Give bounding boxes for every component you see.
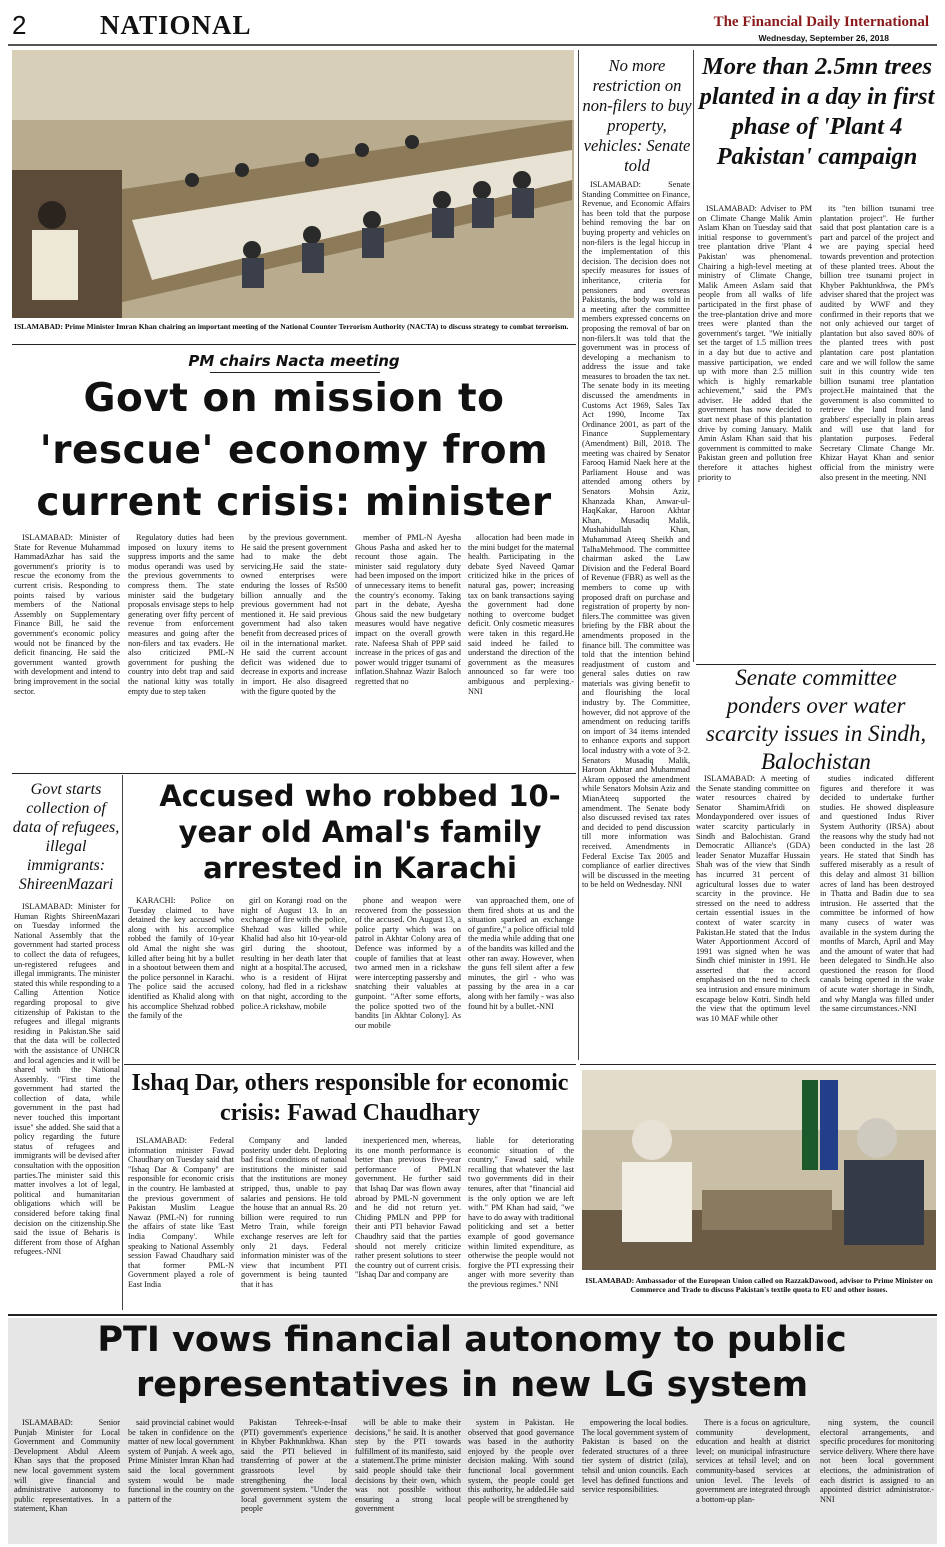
nacta-col-3: by the previous government. He said the present government had to make the debt servicing.He said the state-owned enterprises were enduring the losses of Rs500 billion annually and the previous government had not mentioned it. He said previous government had also taken benefit from decreased prices of oil in the international market. He said the current account deficit was widened due to decrease in exports and increase in import. He also disagreed with the figure quoted by the (241, 533, 347, 696)
nacta-col-4: member of PML-N Ayesha Ghous Pasha and asked her to recount those again. The minister said regulatory duty had been imposed on the import of unnecessary items to benefit the country's economy. Taking part in the debate, Ayesha Ghous said the new budgetary measures would have negative impact on the overall growth rate. Nafeesa Shah of PPP said increase in the prices of gas and power would trigger tsunami of inflation.Shahnaz Wazir Baloch regretted that no (355, 533, 461, 686)
nacta-meeting-photo (12, 50, 574, 318)
masthead-rule (8, 44, 937, 46)
column-rule (122, 775, 123, 1310)
meeting-photo-image (582, 1070, 936, 1270)
eu-ambassador-photo (582, 1070, 936, 1270)
nacta-photo-caption: ISLAMABAD: Prime Minister Imran Khan chairing an important meeting of the National Counter Terrorism Authority (NACTA) to discuss strategy to combat terrorism. (14, 322, 569, 331)
nacta-col-5: allocation had been made in the mini budget for the maternal health. Participating in the debate Syed Naveed Qamar criticized hike in the prices of natural gas, power; increasing tax on bank transactions saying the government had done nothing to overcome budget deficit. Only cosmetic measures were taken in this regard.He said indeed he failed to understand the direction of the government as the measures announced so far were too ambiguous and perplexing.-NNI (468, 533, 574, 696)
lg-col-2: said provincial cabinet would be taken in confidence on the matter of new local government system of Punjab. A week ago, Prime Minister Imran Khan had said the local government system would be made functional in the country on the pattern of the (128, 1418, 234, 1504)
fawad-headline: Ishaq Dar, others responsible for economic crisis: Fawad Chaudhary (131, 1070, 569, 1126)
amal-col-3: phone and weapon were recovered from the possession of the accused. On August 13, a police party which was on patrol in Akhtar Colony area of Defence was informed by a couple of families that at least two armed men in a rickshaw were intercepting passersby and snatching their valuables at gunpoint. "After some efforts, the police spotted two of the bandits [in Akhtar Colony]. As our mobile (355, 896, 461, 1030)
meeting-room-image (12, 50, 574, 318)
nacta-col-2: Regulatory duties had been imposed on luxury items to suppress imports and the same modus operandi was used by the previous governments to compress them. The state minister said the budgetary proposals envisage steps to help generating over fifty percent of revenue from enforcement measures and going after the non-filers and tax evaders. He also criticized PML-N government for pushing the country into debt trap and said the national kitty was totally empty due to step taken (128, 533, 234, 696)
fawad-col-1: ISLAMABAD: Federal information minister Fawad Chaudhary on Tuesday said that "Ishaq Dar & Company" are responsible for economic crisis in the country. He lambasted at the previous government of Pakistan Muslim League Nawaz (PML-N) for running the affairs of state like 'East India Company'. While speaking to National Assembly session Fawad Chaudhary said that former PML-N Government played a role of East India (128, 1136, 234, 1289)
lg-col-7: There is a focus on agriculture, community development, education and health at district level; on municipal infrastructure services at tehsil level; and on community-based services at union level. The levels of government are integrated through a bottom-up plan- (696, 1418, 810, 1504)
lg-col-1: ISLAMABAD: Senior Punjab Minister for Local Government and Community Development Abdul Aleem Khan says that the proposed new local government system will give financial and administrative autonomy to public representatives. In a statement, Khan (14, 1418, 120, 1514)
lg-col-5: system in Pakistan. He observed that good governance was based in the authority enjoyed by the people over decision making. With sound functional local government system, the people could get this authority, he added.He said people will be strengthened by (468, 1418, 574, 1504)
eu-photo-caption: ISLAMABAD: Ambassador of the European Union called on RazzakDawood, advisor to Prime Minister on Commerce and Trade to discuss Pakistan's textile quota to EU and other issues. (585, 1276, 933, 1294)
water-col-2: studies indicated different figures and therefore it was decided to undertake further studies. He showed displeasure and questioned Indus River System Authority (IRSA) about the reasons why the study had not been conducted in the last 28 years. He stated that Sindh has suffered miserably as a result of this delay and almost 31 billion acres of land has been destroyed in Thatta and Badin due to sea intrusion. He asserted that the committee be informed of how many cusecs of water was available in the system during the months of March, April and May and the amount of water that had been delegated to Sindh.He also questioned the reason for flood canals being opened in the wake of acute water shortage in Sindh, and why Mangla was filled under the same circumstances.-NNI (820, 774, 934, 1014)
amal-headline: Accused who robbed 10-year old Amal's family arrested in Karachi (159, 779, 561, 885)
paper-name: The Financial Daily International (713, 14, 929, 30)
trees-col-2: its "ten billion tsunami tree plantation project". He further said that post plantation care is a part and parcel of the project and we are paying special heed towards prevention and protection of these planted trees. About the billion tree tsunami project in Khyber Pakhtunkhwa, the PM's adviser shared that the project was audited by WWF and they confirmed in their reports that we not only achieved our target of plantation but also saved 80% of the planted trees with post plantation care post plantation care and we will follow the same suit in this country wide ten billion tsunami tree plantation project.He maintained that the government is also committed to retrieve the land from land grabbers' especially in plain areas and will use that land for plantation purposes. Federal Secretary Climate Change Mr. Khizar Hayat Khan and senior official from the ministry were also present in the meeting. NNI (820, 204, 934, 482)
refugees-headline (12, 780, 120, 894)
page-number: 2 (12, 10, 27, 40)
section-name: NATIONAL (100, 10, 252, 40)
rule (8, 1314, 937, 1316)
water-col-1: ISLAMABAD: A meeting of the Senate standing committee on water resources chaired by Senator ShamimAfridi on Mondaypondered over issues of water scarcity particularly in Sindh and Balochistan. Grand Democratic Alliance's (GDA) leader Senator Muzaffar Hussain Shah was of the view that Sindh has incurred 31 percent of agricultural losses due to water scarcity in the province. He stressed on the need to address certain essential issues in the context of water scarcity in Pakistan.He stated that the Indus Water Apportionment Accord of 1991 was signed when he was Sindh chief minister in 1991. He asserted that the accord emphasised on the need to check sea intrusion and ensure minimum escapage below Kotri. Sindh held the view that the optimum level was 10 MAF while other (696, 774, 810, 1023)
fawad-col-4: liable for deteriorating economic situation of the country," Fawad said, while recalling that whatever the last two governments did in their tenures, after that "financial aid is the only option we are left with." PM Khan had said, "we have to do away with traditional politicking and set a better example of good governance within limited expenditure, as otherwise the people would not forgive the PTI expressing their anger with more severity than the previous regimes." NNI (468, 1136, 574, 1289)
lg-col-8: ning system, the council electoral arrangements, and specific procedures for monitoring service delivery. Where there have not been local government elections, the administration of each district is assigned to an appointed district administrator.-NNI (820, 1418, 934, 1504)
rule (580, 1064, 936, 1065)
rule (124, 1064, 576, 1065)
lg-col-3: Pakistan Tehreek-e-Insaf (PTI) government's experience in Khyber Pakhtunkhwa. Khan said the PTI believed in transferring of power at the grassroots level by strengthening the local government system. "Under the local government system the people (241, 1418, 347, 1514)
issue-date: Wednesday, September 26, 2018 (758, 33, 889, 43)
lg-col-4: will be able to make their decisions," he said. It is another step by the PTI towards fulfillment of its manifesto, said a statement.The prime minister said people should take their decisions by their own, which was not possible without ensuring a strong local government (355, 1418, 461, 1514)
water-headline: Senate committee ponders over water scarcity issues in Sindh, Balochistan (705, 665, 927, 774)
nacta-headline: Govt on mission to 'rescue' economy from current crisis: minister (36, 376, 552, 525)
rule (12, 773, 576, 774)
amal-col-4: van approached them, one of them fired shots at us and the situation sparked an exchange of gunfire," a police official told the media while adding that one of the bandits was killed and the other ran away. However, when the guns fell silent after a few minutes, the girl - who was passing by the area in a car along with her family - was also found hit by a bullet.-NNI (468, 896, 574, 1011)
refugees-byline: ShireenMazari (18, 876, 114, 893)
column-rule (693, 50, 694, 662)
refugees-text: ISLAMABAD: Minister for Human Rights ShireenMazari on Tuesday informed the National Assembly that the government had started process to collect the data of refugees, un-registered refugees and illegal immigrants. The minister stated this while responding to a Calling Attention Notice regarding proposal to give citizenship of Pakistan to the refugees and illegal migrants residing in Pakistan.She said that the data will be collected with the assistance of UNHCR and local agencies and it will be shared with the National Assembly. "First time the government had started the collection of data, while government in the past had never touched this important issue" she added. She said that a policy regarding the future status of refugees and immigrants will be devised after consultation with the opposition parties.The minister said this matter involves a lot of legal, political and humanitarian obligations which will be considered before taking final decision on the citizenship.She said the issue of Beharis is different from those of Afghan refugees.-NNI (14, 902, 120, 1257)
column-rule (578, 50, 579, 1060)
trees-col-1: ISLAMABAD: Adviser to PM on Climate Change Malik Amin Aslam Khan on Tuesday said that initial response to government's tree plantation drive 'Plant 4 Pakistan' was phenomenal. Chairing a high-level meeting at ministry of Climate Change, Malik Ameen Aslam said that people from all walks of life participated in the first phase of the tree-plantation drive and more trees were planted than the government's target. "We initially set the target of 1.5 million trees in a day but due to active and massive participation, we ended up with more than 2.5 million which is highly remarkable achievement," said the PM's adviser. He added that the government has now decided to start next phase of this plantation drive by coming January. Malik Amin Aslam Khan said that his government is committed to make Pakistan green and pollution free therefore it attaches highest priority to (698, 204, 812, 482)
nonfilers-headline: No more restriction on non-filers to buy property, vehicles: Senate told (582, 56, 692, 175)
fawad-col-3: inexperienced men, whereas, its one month performance is better than previous five-year performance of PMLN government. He further said that Ishaq Dar was flown away abroad by PML-N government and he did not return yet. Chiding PMLN and PPP for their anti PTI behavior Fawad Chaudhry said that the parties should not merely criticize rather present solutions to steer the country out of current crisis. "Ishaq Dar and company are (355, 1136, 461, 1280)
lg-headline: PTI vows financial autonomy to public representatives in new LG system (97, 1320, 847, 1405)
nacta-col-1: ISLAMABAD: Minister of State for Revenue Muhammad HammadAzhar has said the government's priority is to rescue the economy from the current crisis. Responding to points raised by various members of the National Assembly on Supplementary Finance Bill, he said the government's economic policy would not be financed by the deficit financing. He said the government wanted growth with development and intend to bring improvement in the social sector. (14, 533, 120, 696)
rule (12, 344, 576, 345)
fawad-col-2: Company and landed posterity under debt. Deploring bad fiscal conditions of national institutions the minister said that the institutions are money stripped, thus, unable to pay salaries and pensions. He told the house that an annual Rs. 20 billion were required to run Metro Train, while foreign exchange reserves are left for only 21 days. Federal information minister was of the view that incumbent PTI government is being taunted that it has (241, 1136, 347, 1289)
amal-col-1: KARACHI: Police on Tuesday claimed to have detained the key accused who along with his accomplice robbed the family of 10-year old Amal the night she was killed after being hit by a bullet in a shootout between them and the police personnel in Karachi. The police said the accused identified as Khalid along with his accomplice Shehzad robbed the family of the (128, 896, 234, 1021)
amal-col-2: girl on Korangi road on the night of August 13. In an exchange of fire with the police, Shehzad was killed while Khalid had also hit 10-year-old girl during the shootout, resulting in her death later that night at a hospital.The accused, who is a resident of Hijrat colony, had fled in a rickshaw on that night, according to the police.A rickshaw, mobile (241, 896, 347, 1011)
refugees-headline-text: Govt starts collection of data of refugees, illegal immigrants: (12, 781, 120, 874)
lg-col-6: empowering the local bodies. The local government system of Pakistan is based on the federated structures of a three tier system of district (zila), tehsil and union councils. Each level has defined functions and service responsibilities. (582, 1418, 688, 1495)
trees-headline: More than 2.5mn trees planted in a day in first phase of 'Plant 4 Pakistan' campaign (699, 53, 935, 170)
nacta-kicker: PM chairs Nacta meeting (188, 352, 400, 370)
nonfilers-text: ISLAMABAD: Senate Standing Committee on Finance, Revenue, and Economic Affairs has been told that the purpose behind removing the bar on buying property and vehicles on non-filers is the legal hiccup in the implementation of this decision. The decision does not specify measures for issues of inheritance, criteria for pensioners and overseas Pakistanis, the body was told in a meeting after the committee members expressed concerns on proposing the removal of bar on non-filers.It was told that the government was in process of developing a mechanism to address the issue and take measures to broaden the tax net. The senate body in its meeting discussed the amendments in Customs Act 1969, Sales Tax Act 1990, Income Tax Ordinance 2001, as part of the Finance Supplementary (Amendment) Bill, 2018. The meeting was chaired by Senator Farooq Hamid Naek here at the Parliament House and was attended among others by Senators Mohsin Aziz, Khanzada Khan, Anwar-ul-HaqKakar, Haroon Akhtar Khan, Musadiq Malik, Mushahidullah Khan, Muhammad Ateeq Sheikh and TalhaMehmood. The committee chairman asked the Law Division and the Federal Board of Revenue (FBR) as well as the members to come up with proposed draft on purchase and registration of property by non-filers.The committee was given briefing by the FBR about the amendments proposed in the finance bill. The committee was told that the intention behind readjustment of custom and general sales duties on raw materials was giving benefit to and flourishing the local industry by. The Committee, however, did not approve of the amendment on reducing tariffs on import of 34 items intended to enhance exports and support local industry with a vote of 3-2. Senators Musadiq Malik, Haroon Akhtar and Muhammad Akram opposed the amendment while Senators Mohsin Aziz and MianAteeq supported the amendment. The Senate body also discussed revised tax rates and decided to pend discussion till more information was received. Amendments in Federal Excise Tax 2005 and compliance of earlier directives will be discussed in the meeting to be held on Wednesday. NNI (582, 180, 690, 890)
